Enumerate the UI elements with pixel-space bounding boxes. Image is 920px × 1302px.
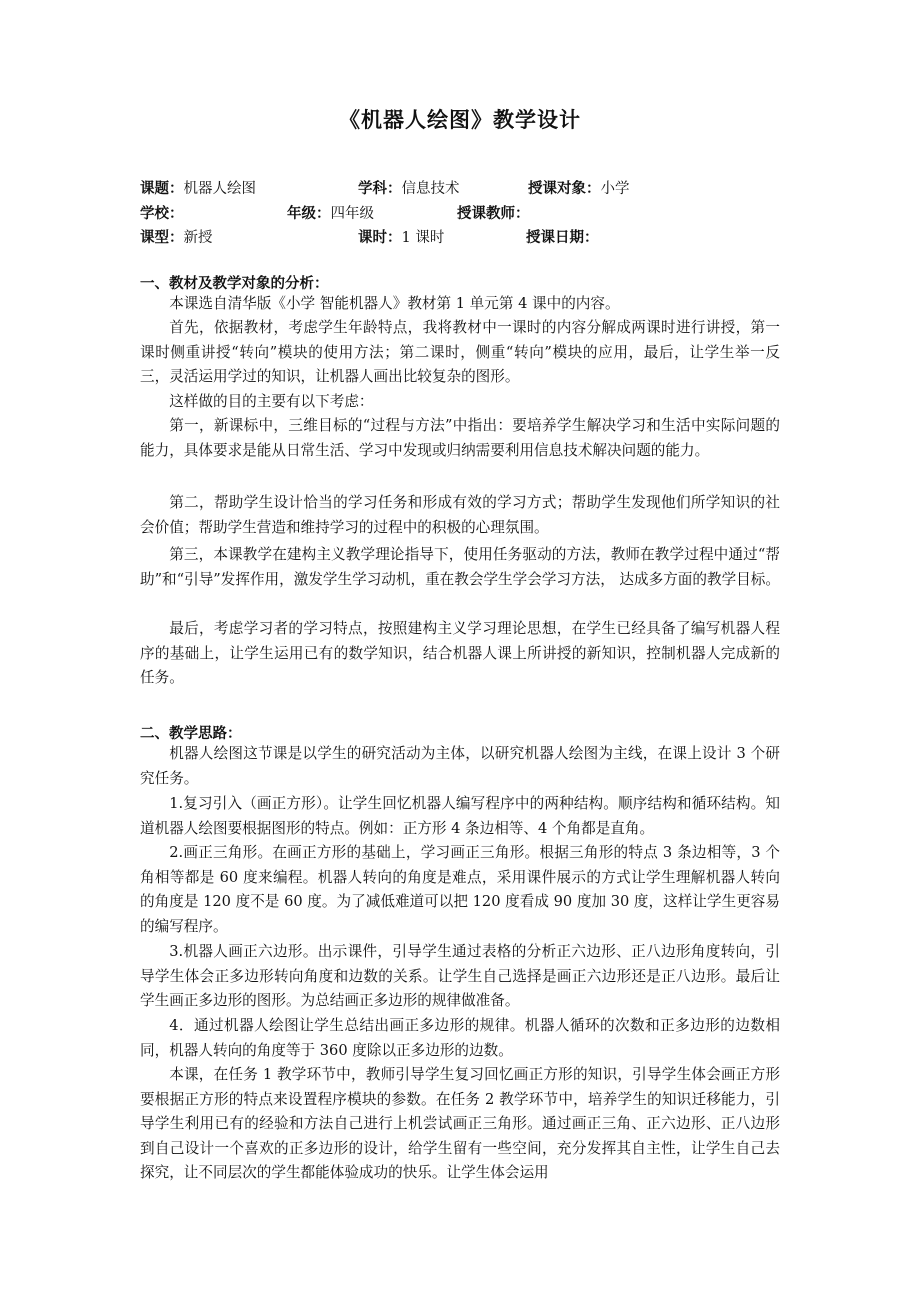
lesson-type-value: 新授 xyxy=(183,230,213,246)
audience-field xyxy=(528,177,630,198)
s2-paragraph-6: 本课，在任务 1 教学环节中，教师引导学生复习回忆画正方形的知识，引导学生体会画正方形要根据正方形的特点来设置程序模块的参数。在任务 2 教学环节中，培养学生的知识迁移能力，引导学生利用已有的经验和方法自己进行上机尝试画正三角形。通过画正三角、正六边形、正八边形到自己设计一个喜欢的正多边形的设计，给学生留有一些空间，充分发挥其自主性，让学生自己去探究，让不同层次的学生都能体验成功的快乐。让学生体会运用 xyxy=(140,1066,780,1181)
section-2-heading: 二、教学思路： xyxy=(140,726,242,742)
s1-paragraph-2: 首先，依据教材，考虑学生年龄特点，我将教材中一课时的内容分解成两课时进行讲授，第一课时侧重讲授“转向”模块的使用方法；第二课时，侧重“转向”模块的应用，最后，让学生举一反三，灵活运用学过的知识，让机器人画出比较复杂的图形。 xyxy=(140,319,780,385)
subject-label: 课题： xyxy=(140,181,184,197)
section-1-heading: 一、教材及教学对象的分析： xyxy=(140,276,329,292)
document-title: 《机器人绘图》教学设计 xyxy=(339,108,581,132)
s2-paragraph-3: 2.画正三角形。在画正方形的基础上，学习画正三角形。根据三角形的特点 3 条边相等，3 个角相等都是 60 度来编程。机器人转向的角度是难点，采用课件展示的方式让学生理解机器人转向的角度是 120 度不是 60 度。为了减低难道可以把 120 度看成 90 度加 30 度，这样让学生更容易的编写程序。 xyxy=(140,844,780,935)
lesson-type-field xyxy=(140,226,213,247)
teacher-label: 授课教师： xyxy=(457,206,530,222)
subject-field xyxy=(140,177,256,198)
date-label: 授课日期： xyxy=(526,230,599,246)
discipline-value: 信息技术 xyxy=(401,181,460,197)
hours-value: 1 课时 xyxy=(401,230,445,246)
s2-paragraph-2: 1.复习引入（画正方形）。让学生回忆机器人编写程序中的两种结构。顺序结构和循环结构。知道机器人绘图要根据图形的特点。例如：正方形 4 条边相等、4 个角都是直角。 xyxy=(140,795,780,837)
subject-value: 机器人绘图 xyxy=(183,181,256,197)
date-field xyxy=(526,226,599,247)
audience-value: 小学 xyxy=(600,181,630,197)
s2-paragraph-5: 4．通过机器人绘图让学生总结出画正多边形的规律。机器人循环的次数和正多边形的边数相同，机器人转向的角度等于 360 度除以正多边形的边数。 xyxy=(140,1017,780,1059)
discipline-label: 学科： xyxy=(358,181,402,197)
s1-paragraph-6: 第三，本课教学在建构主义教学理论指导下，使用任务驱动的方法，教师在教学过程中通过“帮助”和“引导”发挥作用，激发学生学习动机，重在教会学生学会学习方法， 达成多方面的教学目标。 xyxy=(140,546,780,588)
school-label: 学校： xyxy=(140,206,184,222)
teacher-field xyxy=(457,202,530,223)
hours-label: 课时： xyxy=(358,230,402,246)
s1-paragraph-3: 这样做的目的主要有以下考虑： xyxy=(169,393,374,410)
s1-paragraph-4: 第一，新课标中，三维目标的“过程与方法”中指出：要培养学生解决学习和生活中实际问题的能力，具体要求是能从日常生活、学习中发现或归纳需要利用信息技术解决问题的能力。 xyxy=(140,417,780,459)
grade-value: 四年级 xyxy=(330,206,374,222)
audience-label: 授课对象： xyxy=(528,181,601,197)
discipline-field xyxy=(358,177,460,198)
s2-paragraph-4: 3.机器人画正六边形。出示课件，引导学生通过表格的分析正六边形、正八边形角度转向，引导学生体会正多边形转向角度和边数的关系。让学生自己选择是画正六边形还是正八边形。最后让学生画正多边形的图形。为总结画正多边形的规律做准备。 xyxy=(140,943,780,1009)
hours-field xyxy=(358,226,444,247)
s1-paragraph-1: 本课选自清华版《小学 智能机器人》教材第 1 单元第 4 课中的内容。 xyxy=(169,295,620,312)
lesson-type-label: 课型： xyxy=(140,230,184,246)
grade-field xyxy=(287,202,374,223)
s1-paragraph-7: 最后，考虑学习者的学习特点，按照建构主义学习理论思想，在学生已经具备了编写机器人程序的基础上，让学生运用已有的数学知识，结合机器人课上所讲授的新知识，控制机器人完成新的任务。 xyxy=(140,620,780,686)
grade-label: 年级： xyxy=(287,206,331,222)
s1-paragraph-5: 第二，帮助学生设计恰当的学习任务和形成有效的学习方式；帮助学生发现他们所学知识的社会价值；帮助学生营造和维持学习的过程中的积极的心理氛围。 xyxy=(140,494,780,536)
s2-paragraph-1: 机器人绘图这节课是以学生的研究活动为主体，以研究机器人绘图为主线，在课上设计 3 个研究任务。 xyxy=(140,745,780,787)
school-field xyxy=(140,202,184,223)
